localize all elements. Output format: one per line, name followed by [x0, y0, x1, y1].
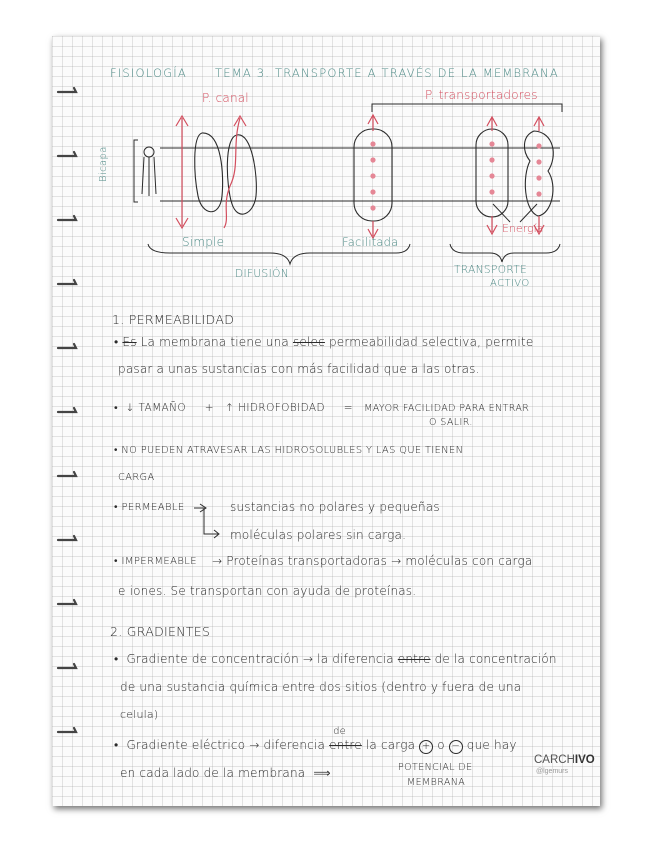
text: de la concentración	[434, 652, 557, 666]
equals-sign: =	[343, 402, 353, 414]
strikethrough-text: selec	[292, 335, 325, 349]
active-transport-brace	[450, 244, 560, 262]
text: IMPERMEABLE	[121, 556, 197, 567]
gradient-2-line-2	[120, 766, 331, 780]
bullet-2-line-2: O SALIR.	[429, 417, 473, 428]
gradient-1-line-2: de una sustancia química entre dos sitios (dentro y fuera de una	[120, 680, 522, 694]
active-label: ACTIVO	[490, 278, 530, 289]
facilitated-label: Facilitada	[342, 235, 399, 249]
inserted-text: de	[333, 726, 346, 737]
active-transporter-icon	[476, 129, 553, 217]
brand-text-bold: IVO	[574, 754, 595, 766]
membrane-potential-line-1: POTENCIAL DE	[398, 762, 473, 773]
channel-protein-label: P. canal	[202, 91, 249, 105]
bullet-1: • Es La membrana tiene una selec permeabilidad selectiva, permite	[114, 335, 534, 349]
text: la carga	[365, 738, 416, 752]
text: en cada lado de la membrana	[120, 766, 306, 780]
implies-arrow: ⟹	[313, 766, 331, 780]
transport-label: TRANSPORTE	[454, 264, 528, 276]
text: o	[437, 738, 445, 752]
active-dots	[489, 141, 541, 196]
bullet-1-line-2: pasar a unas sustancias con más facilidad que a las otras.	[118, 362, 480, 376]
carrier-dots	[370, 141, 375, 210]
text: La membrana tiene una	[140, 335, 289, 349]
impermeable-label: • IMPERMEABLE	[114, 556, 197, 567]
section-gradients-title: 2. GRADIENTES	[110, 624, 211, 639]
brand-text: CARCH	[534, 754, 575, 766]
text: permeabilidad selectiva, permite	[328, 335, 534, 349]
text: Gradiente de concentración → la diferencia	[126, 652, 394, 666]
correction	[329, 726, 362, 752]
branch-arrow-icon	[192, 500, 232, 540]
bullet-2: • ↓ TAMAÑO + ↑ HIDROFOBIDAD = MAYOR FACILIDAD PARA ENTRAR	[114, 402, 530, 414]
hydrophobicity-text: ↑ HIDROFOBIDAD	[225, 402, 325, 414]
section-permeability-title: 1. PERMEABILIDAD	[112, 312, 235, 327]
gradient-1: • Gradiente de concentración → la diferencia entre de la concentración	[114, 652, 557, 666]
topic-heading: TEMA 3. TRANSPORTE A TRAVÉS DE LA MEMBRANA	[215, 66, 559, 80]
strikethrough-text: entre	[329, 738, 362, 752]
transporters-bracket	[372, 104, 562, 112]
permeable-item-2: moléculas polares sin carga.	[230, 528, 407, 542]
brand-logo	[534, 754, 595, 766]
text: que hay	[466, 738, 517, 752]
energy-lines	[493, 204, 537, 222]
text: PERMEABLE	[121, 502, 185, 513]
lipid-icon	[134, 140, 156, 202]
text: NO PUEDEN ATRAVESAR LAS HIDROSOLUBLES Y LAS QUE TIENEN	[121, 445, 464, 456]
bullet-3-line-2: CARGA	[118, 472, 155, 483]
notebook-page	[52, 36, 600, 806]
transporter-protein-label: P. transportadores	[425, 88, 538, 102]
bullet-3: • NO PUEDEN ATRAVESAR LAS HIDROSOLUBLES Y LAS QUE TIENEN	[114, 445, 464, 456]
size-text: ↓ TAMAÑO	[125, 402, 187, 414]
channel-protein-icon	[195, 133, 257, 214]
binder-ring-icons	[52, 80, 88, 780]
plus-sign: +	[204, 402, 214, 414]
result-text: MAYOR FACILIDAD PARA ENTRAR	[364, 403, 530, 414]
impermeable-text: → Proteínas transportadoras → moléculas con carga	[212, 554, 533, 568]
diffusion-label: DIFUSIÓN	[235, 268, 289, 280]
permeable-label: • PERMEABLE	[114, 502, 185, 513]
brand-tagline: @lgemurs	[536, 768, 569, 775]
plus-circle-icon: +	[419, 740, 433, 754]
gradient-2: • Gradiente eléctrico → diferencia entre de la carga + o − que hay	[114, 726, 517, 752]
simple-diffusion-arrow	[176, 116, 188, 228]
energy-label: Energía	[502, 222, 544, 235]
text: Gradiente eléctrico → diferencia	[126, 738, 326, 752]
impermeable-line-2: e iones. Se transportan con ayuda de proteínas.	[118, 584, 417, 598]
minus-circle-icon: −	[449, 740, 463, 754]
strikethrough-text: entre	[397, 652, 431, 666]
membrane-potential-line-2: MEMBRANA	[407, 777, 466, 788]
strikethrough-text: Es	[122, 335, 137, 349]
gradient-1-line-3: celula)	[120, 708, 159, 721]
permeable-item-1: sustancias no polares y pequeñas	[230, 500, 440, 514]
bilayer-label: Bicapa	[98, 146, 109, 182]
subject-heading: FISIOLOGÍA	[110, 66, 187, 80]
simple-label: Simple	[182, 235, 225, 249]
